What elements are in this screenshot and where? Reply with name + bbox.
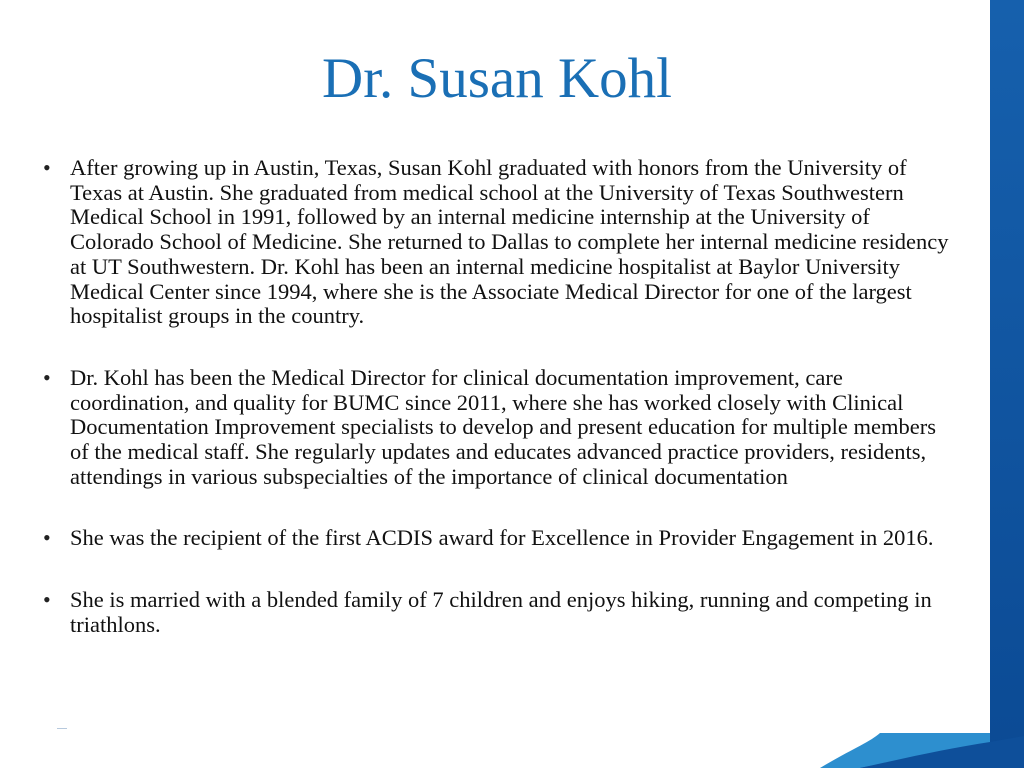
bullet-text-family: She is married with a blended family of 7 children and enjoys hiking, running and competing in triathlons. [70, 587, 932, 637]
bullet-item [0, 588, 990, 637]
bullet-list [0, 156, 990, 638]
bullet-dot-icon: • [43, 364, 51, 390]
bullet-item [0, 156, 990, 329]
slide-title: Dr. Susan Kohl [322, 47, 672, 110]
bullet-item [0, 366, 990, 490]
bullet-text-education: After growing up in Austin, Texas, Susan Kohl graduated with honors from the University of Texas at Austin. She graduated from medical school at the University of Texas Southwestern Medical School in 1991, followed by an internal medicine internship at the University of Colorado School of Medicine. She returned to Dallas to complete her internal medicine residency at UT Southwestern. Dr. Kohl has been an internal medicine hospitalist at Baylor University Medical Center since 1994, where she is the Associate Medical Director for one of the largest hospitalist groups in the country. [70, 155, 949, 329]
bullet-text-award: She was the recipient of the first ACDIS award for Excellence in Provider Engagement in 2016. [70, 525, 934, 551]
bullet-dot-icon: • [43, 155, 51, 180]
bullet-dot-icon: • [43, 587, 51, 613]
footer-dash [57, 728, 67, 729]
bullet-text-medical-director: Dr. Kohl has been the Medical Director for clinical documentation improvement, care coordination, and quality for BUMC since 2011, where she has worked closely with Clinical Documentation Improvement specialists to develop and present education for multiple members of the medical staff. She regularly updates and educates advanced practice providers, residents, attendings in various subspecialties of the importance of clinical documentation [70, 364, 937, 489]
bullet-item [0, 526, 990, 551]
bullet-dot-icon: • [43, 525, 51, 551]
